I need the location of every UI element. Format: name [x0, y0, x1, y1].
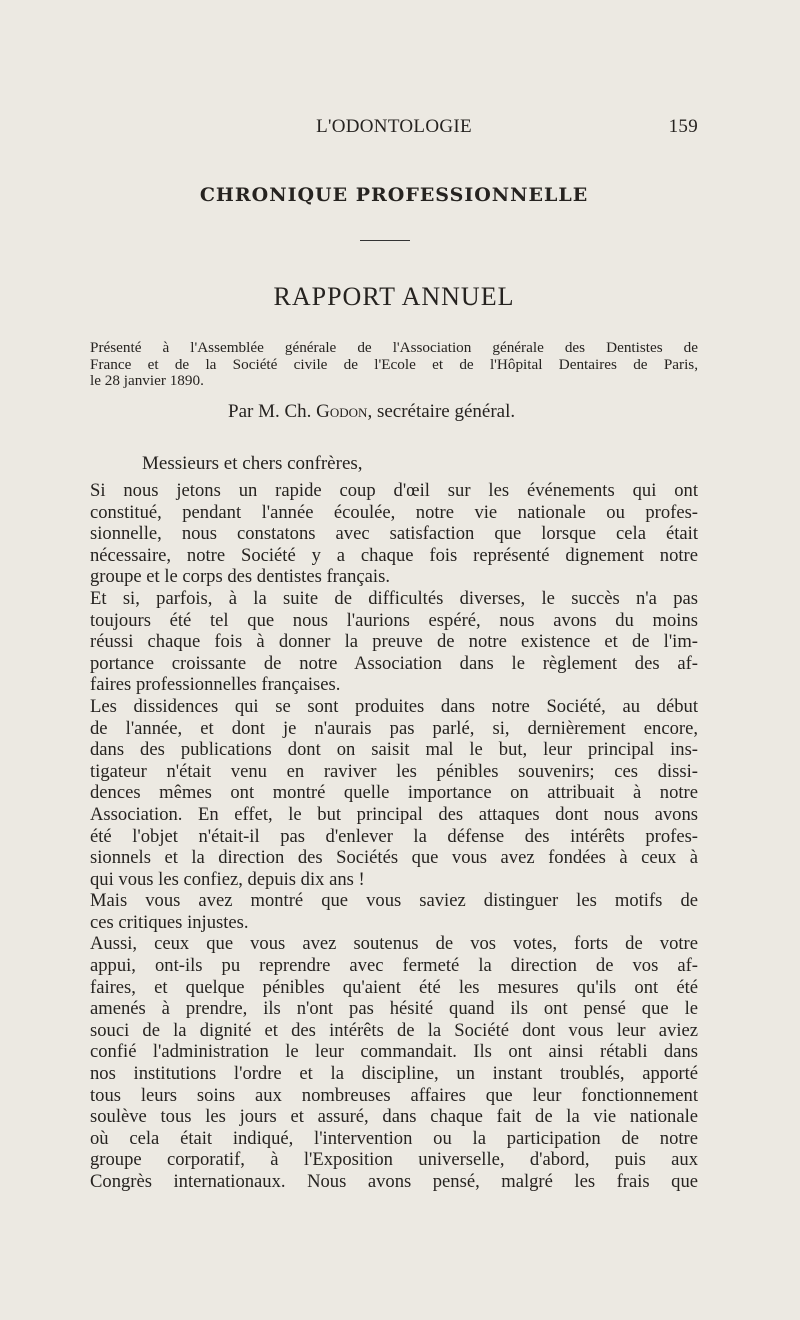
body-line: où cela était indiqué, l'intervention ou la participation de notre	[90, 1127, 698, 1149]
body-line: groupe et le corps des dentistes français.	[90, 566, 390, 588]
body-line: confié l'administration le leur commandait. Ils ont ainsi rétabli dans	[90, 1041, 698, 1063]
body-line: nécessaire, notre Société y a chaque fois représenté dignement notre	[90, 544, 698, 566]
body-line: portance croissante de notre Association dans le règlement des af-	[90, 652, 698, 674]
body-text	[90, 480, 698, 1193]
title-divider	[360, 240, 410, 241]
body-line: Les dissidences qui se sont produites dans notre Société, au début	[90, 695, 698, 717]
body-line: nos institutions l'ordre et la discipline, un instant troublés, apporté	[90, 1063, 698, 1085]
subtitle-line: le 28 janvier 1890.	[90, 372, 204, 390]
byline-suffix: , secrétaire général.	[367, 401, 516, 422]
body-line: amenés à prendre, ils n'ont pas hésité quand ils ont pensé que le	[90, 998, 698, 1020]
body-line: appui, ont-ils pu reprendre avec fermeté la direction de vos af-	[90, 955, 698, 977]
body-line: sionnels et la direction des Sociétés que vous avez fondées à ceux à	[90, 847, 698, 869]
body-line: constitué, pendant l'année écoulée, notre vie nationale ou profes-	[90, 501, 698, 523]
subtitle-line: Présenté à l'Assemblée générale de l'Association générale des Dentistes de	[90, 339, 698, 356]
body-line: dans des publications dont on saisit mal le but, leur principal ins-	[90, 739, 698, 761]
body-line: de l'année, et dont je n'aurais pas parlé, si, dernièrement encore,	[90, 717, 698, 739]
body-line: dences mêmes ont montré quelle importance on attribuait à notre	[90, 782, 698, 804]
report-title: RAPPORT ANNUEL	[273, 282, 515, 311]
body-line: tous leurs soins aux nombreuses affaires que leur fonctionnement	[90, 1084, 698, 1106]
running-title: L'ODONTOLOGIE	[316, 116, 472, 137]
body-line: toujours été tel que nous l'aurions espéré, nous avons du moins	[90, 609, 698, 631]
body-line: été l'objet n'était-il pas d'enlever la défense des intérêts profes-	[90, 825, 698, 847]
page-number: 159	[668, 116, 698, 137]
byline-prefix: Par M. Ch.	[228, 401, 317, 422]
body-line: ces critiques injustes.	[90, 911, 249, 933]
salutation: Messieurs et chers confrères,	[142, 453, 363, 474]
byline-author: Godon	[316, 401, 368, 422]
report-subtitle	[90, 340, 698, 390]
body-line: faires, et quelque pénibles qu'aient été les mesures qu'ils ont été	[90, 976, 698, 998]
running-header	[90, 116, 698, 142]
body-line: qui vous les confiez, depuis dix ans !	[90, 868, 365, 890]
body-line: Association. En effet, le but principal des attaques dont nous avons	[90, 803, 698, 825]
body-line: Et si, parfois, à la suite de difficultés diverses, le succès n'a pas	[90, 587, 698, 609]
body-line: Mais vous avez montré que vous saviez distinguer les motifs de	[90, 890, 698, 912]
body-line: soulève tous les jours et assuré, dans chaque fait de la vie nationale	[90, 1106, 698, 1128]
body-line: réussi chaque fois à donner la preuve de notre existence et de l'im-	[90, 631, 698, 653]
body-line: Aussi, ceux que vous avez soutenus de vos votes, forts de votre	[90, 933, 698, 955]
body-line: sionnelle, nous constatons avec satisfaction que lorsque cela était	[90, 523, 698, 545]
body-line: Congrès internationaux. Nous avons pensé, malgré les frais que	[90, 1171, 698, 1192]
section-title: CHRONIQUE PROFESSIONNELLE	[199, 184, 589, 206]
body-line: Si nous jetons un rapide coup d'œil sur les événements qui ont	[90, 480, 698, 501]
byline	[228, 401, 628, 423]
body-line: tigateur n'était venu en raviver les pénibles souvenirs; ces dissi-	[90, 760, 698, 782]
body-line: groupe corporatif, à l'Exposition universelle, d'abord, puis aux	[90, 1149, 698, 1171]
subtitle-line: France et de la Société civile de l'Ecole et de l'Hôpital Dentaires de Paris,	[90, 355, 698, 373]
body-line: faires professionnelles françaises.	[90, 674, 341, 696]
body-line: souci de la dignité et des intérêts de la Société dont vous leur aviez	[90, 1019, 698, 1041]
